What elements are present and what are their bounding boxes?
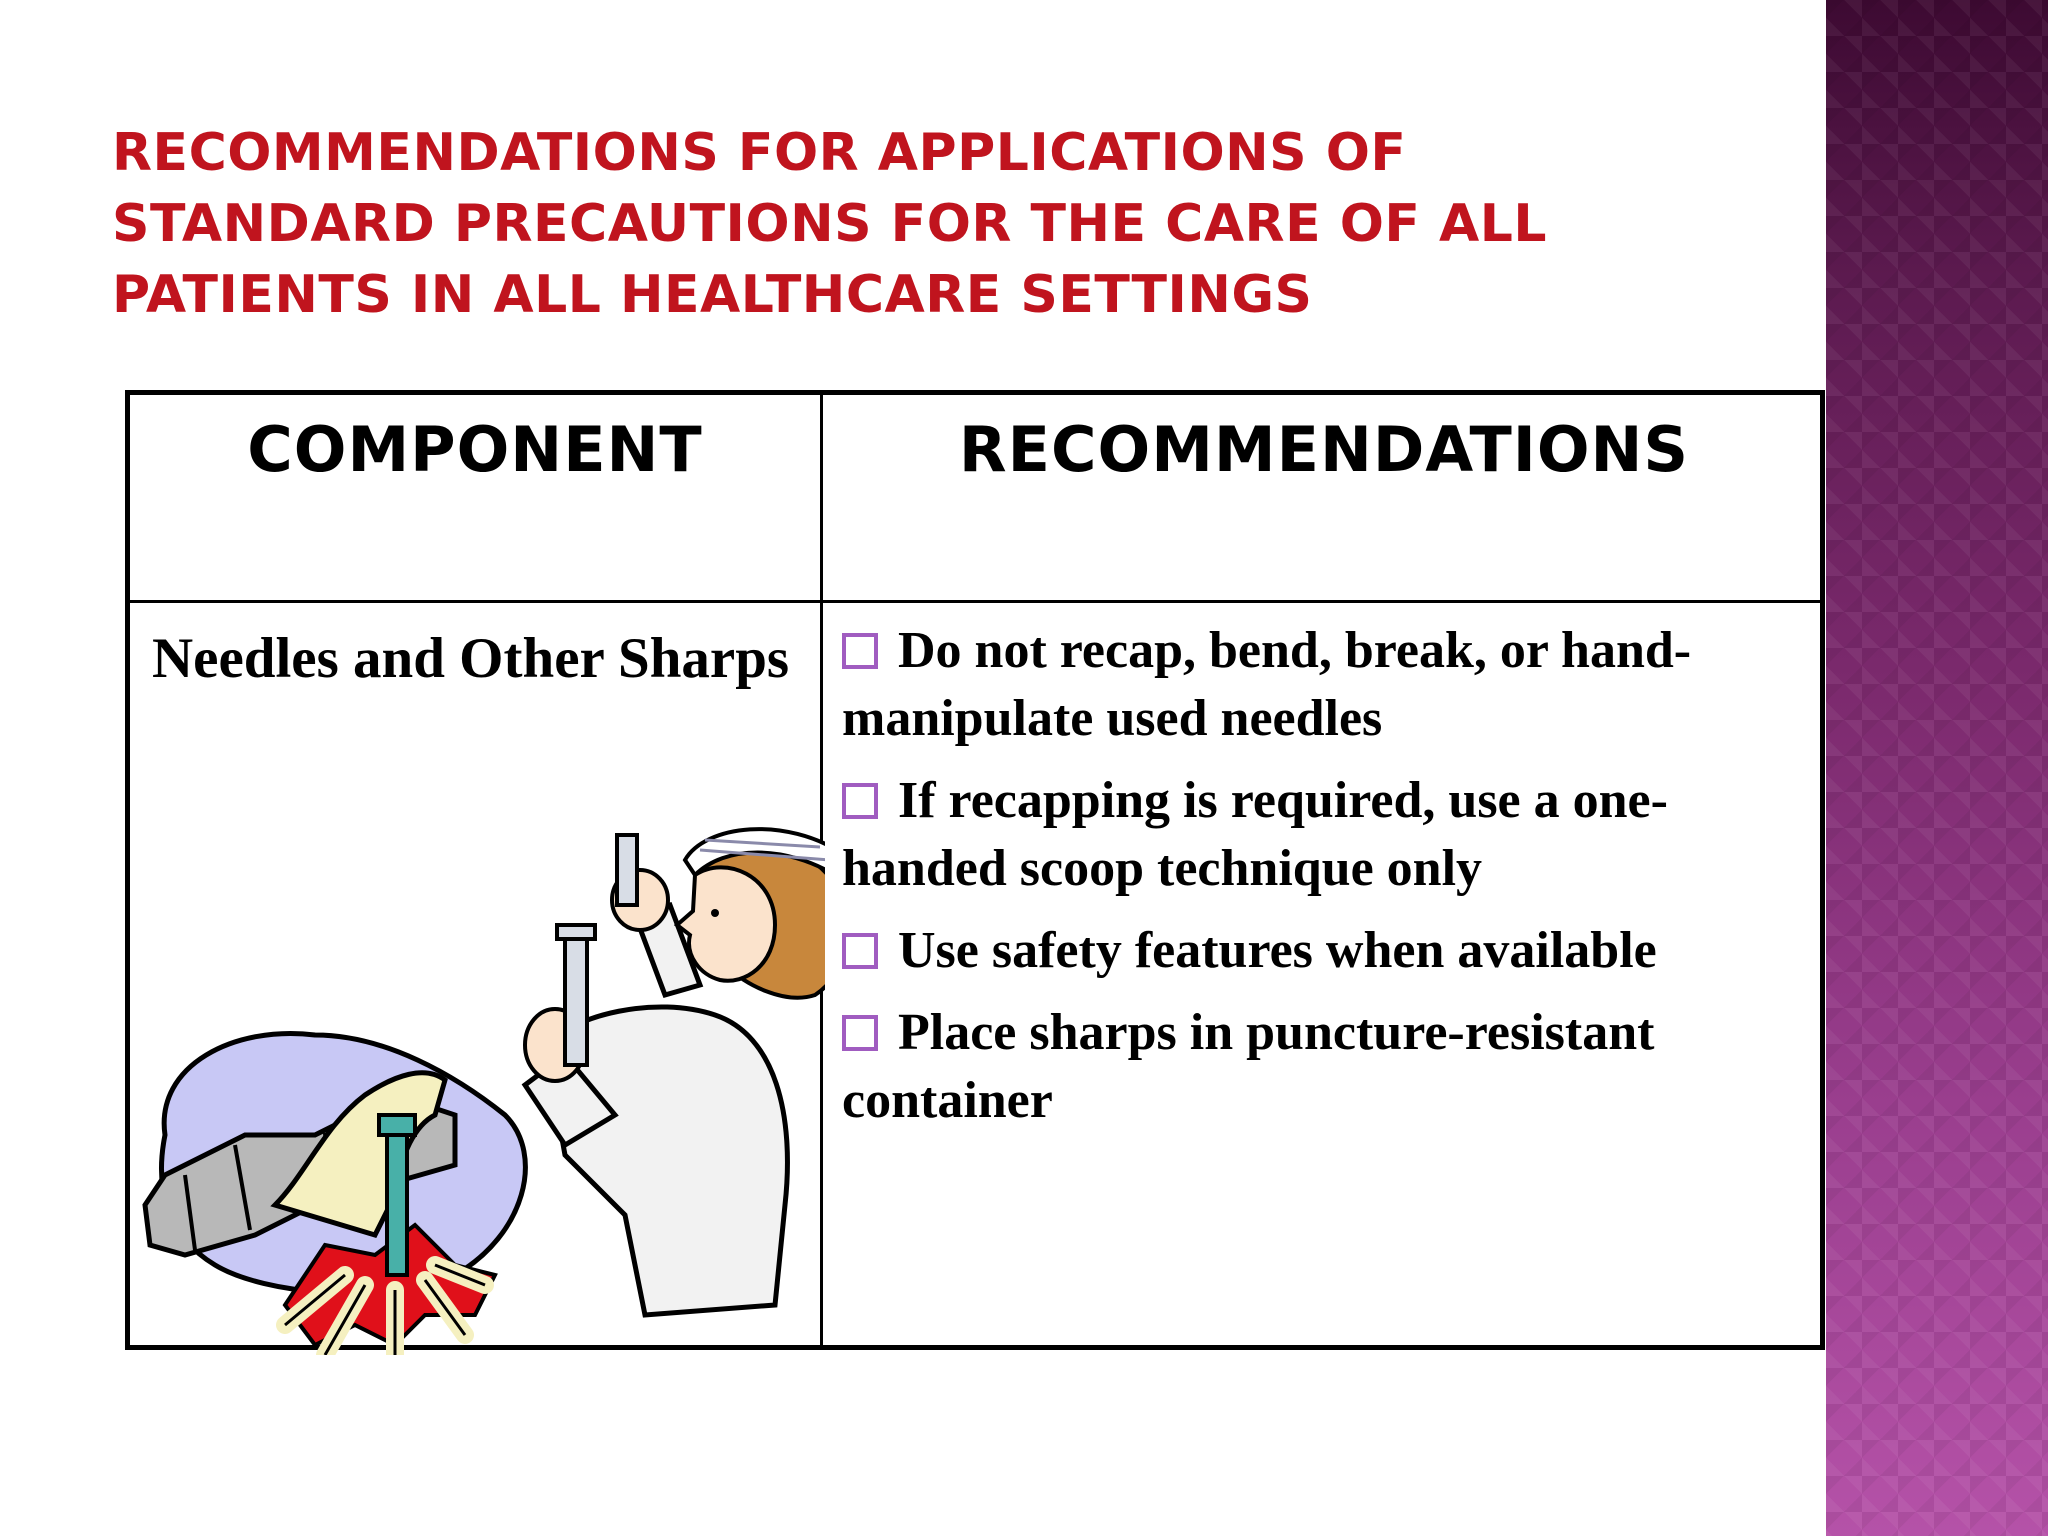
recommendations-list: [842, 617, 1812, 1149]
header-recommendations: RECOMMENDATIONS: [958, 413, 1690, 486]
recommendation-text: Place sharps in puncture-resistant container: [842, 1004, 1655, 1129]
recommendation-text: Do not recap, bend, break, or hand-manipulate used needles: [842, 622, 1692, 747]
nurse-syringe-illustration: [125, 735, 825, 1355]
recommendation-text: Use safety features when available: [898, 922, 1657, 979]
checkbox-bullet-icon: [842, 933, 878, 969]
checkbox-bullet-icon: [842, 1015, 878, 1051]
checkbox-bullet-icon: [842, 633, 878, 669]
recommendations-table: [125, 390, 1825, 1350]
checkbox-bullet-icon: [842, 783, 878, 819]
decorative-side-band: [1826, 0, 2048, 1536]
slide-title: RECOMMENDATIONS FOR APPLICATIONS OF STANDARD PRECAUTIONS FOR THE CARE OF ALL PATIENTS IN ALL HEALTHCARE SETTINGS: [112, 123, 1548, 325]
list-item: [842, 999, 1812, 1135]
list-item: [842, 767, 1812, 903]
row-divider: [130, 600, 1820, 603]
list-item: [842, 617, 1812, 753]
component-cell: Needles and Other Sharps: [152, 627, 790, 690]
recommendation-text: If recapping is required, use a one-handed scoop technique only: [842, 772, 1668, 897]
header-component: COMPONENT: [247, 413, 703, 486]
list-item: [842, 917, 1812, 985]
